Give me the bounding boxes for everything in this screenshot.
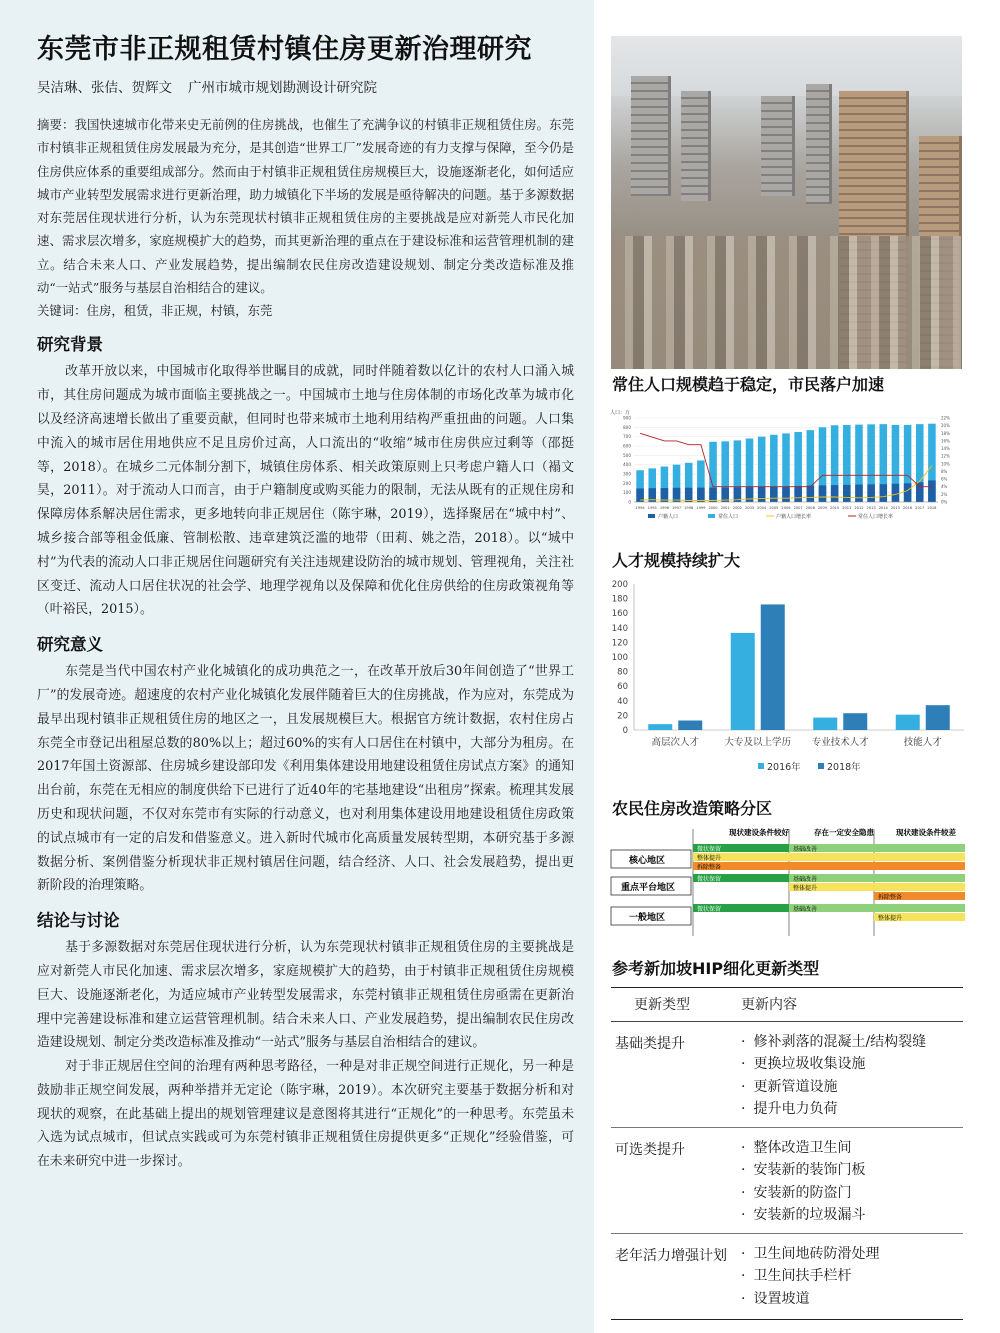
- population-y-tick: 200: [623, 480, 631, 486]
- population-x-tick: 1994: [635, 506, 645, 510]
- population-bar-huji: [880, 484, 888, 502]
- talent-bar-2018: [761, 604, 785, 730]
- population-legend-swatch: [708, 514, 715, 518]
- population-bar-huji: [746, 487, 754, 502]
- population-legend-label: 常住人口增长率: [858, 514, 894, 520]
- zone-tag: 基础改善: [793, 906, 818, 913]
- hip-item: · 更换垃圾收集设施: [741, 1053, 963, 1076]
- population-x-tick: 2009: [817, 506, 828, 510]
- population-y2-tick: 0%: [941, 499, 948, 505]
- population-y-tick: 500: [623, 452, 631, 458]
- section-significance-paragraph: 东莞是当代中国农村产业化城镇化的成功典范之一，在改革开放后30年间创造了“世界工厂”的发展奇迹。超速度的农村产业化城镇化发展伴随着巨大的住房挑战，作为应对，东莞成为最早出现村镇非正规租赁住房的地区之一，且发展规模巨大。根据官方统计数据，农村住房占东莞全市登记出租屋总数的80%以上；超过60%的实有人口居住在村镇中，大部分为租房。在2017年国土资源部、住房城乡建设部印发《利用集体建设用地建设租赁住房试点方案》的通知出台前，东莞在无相应的制度供给下已进行了近40年的宅基地建设“出租房”探索。梳理其发展历史和现状问题，不仅对东莞市有实际的行动意义，也对利用集体建设用地建设租赁住房政策的试点城市有一定的启发和借鉴意义。进入新时代城市化高质量发展转型期，本研究基于多源数据分析、案例借鉴分析现状非正规村镇居住问题，结合经济、人口、社会发展趋势，提出更新阶段的治理策略。: [37, 664, 574, 894]
- zone-strategy-diagram: [609, 824, 965, 936]
- hip-item: · 卫生间扶手栏杆: [741, 1265, 963, 1288]
- population-bar-huji: [794, 486, 802, 502]
- hip-table: [611, 987, 963, 1320]
- talent-bar-2016: [813, 718, 837, 730]
- population-chart-title: 常住人口规模趋于稳定，市民落户加速: [612, 375, 885, 394]
- talent-y-tick: 200: [611, 580, 628, 590]
- population-x-tick: 2001: [720, 506, 730, 510]
- hip-item: · 修补剥落的混凝土/结构裂缝: [741, 1031, 963, 1054]
- abstract: 摘要：我国快速城市化带来史无前例的住房挑战，也催生了充满争议的村镇非正规租赁住房。东莞市村镇非正规租赁住房发展最为充分，是其创造“世界工厂”发展奇迹的有力支撑与保障，至今仍是住房供应体系的重要组成部分。然而由于村镇非正规租赁住房规模巨大，设施逐渐老化，如何适应城市产业转型发展需求进行更新治理，助力城镇化下半场的发展是亟待解决的问题。基于多源数据对东莞居住现状进行分析，认为东莞现状村镇非正规租赁住房的主要挑战是应对新莞人市民化加速、需求层次增多，家庭规模扩大的趋势，而其更新治理的重点在于建设标准和运营管理机制的建立。结合未来人口、产业发展趋势，提出编制农民住房改造建设规划、制定分类改造标准及推动“一站式”服务与基层自治相结合的建议。: [37, 117, 574, 296]
- talent-x-tick: 高层次人才: [651, 737, 700, 748]
- zone-column-label: 存在一定安全隐患: [814, 828, 874, 837]
- zone-tag: 拆除整备: [697, 864, 722, 871]
- population-y2-tick: 2%: [941, 491, 948, 497]
- hip-item: · 提升电力负荷: [741, 1098, 963, 1121]
- hip-items: [731, 1233, 963, 1319]
- talent-y-tick: 0: [622, 726, 628, 736]
- population-bar-huji: [807, 486, 815, 502]
- population-bar-huji: [904, 483, 912, 502]
- paper-title: 东莞市非正规租赁村镇住房更新治理研究: [37, 34, 532, 65]
- population-x-tick: 2014: [878, 506, 888, 510]
- population-y2-tick: 18%: [941, 430, 950, 436]
- zone-row-label: 重点平台地区: [621, 883, 676, 893]
- talent-legend-label: 2018年: [827, 762, 861, 773]
- population-y2-tick: 6%: [941, 476, 948, 482]
- population-y2-tick: 20%: [941, 423, 950, 429]
- photo-building: [631, 76, 671, 196]
- talent-legend-label: 2016年: [767, 762, 801, 773]
- population-x-tick: 2004: [757, 506, 767, 510]
- population-y-tick: 100: [623, 490, 631, 496]
- population-y2-tick: 8%: [941, 468, 948, 474]
- population-bar-huji: [770, 487, 778, 502]
- institution: 广州市城市规划勘测设计研究院: [188, 80, 377, 96]
- talent-y-tick: 120: [611, 638, 628, 649]
- population-y-tick: 900: [623, 415, 631, 421]
- hip-item: · 设置坡道: [741, 1288, 963, 1311]
- section-conclusion-paragraph-2: 对于非正规居住空间的治理有两种思考路径，一种是对非正规空间进行正规化，另一种是鼓励非正规空间发展，两种举措并无定论（陈宇琳，2019）。本次研究主要基于数据分析和对现状的观察，在此基础上提出的规划管理建议是意图将其进行“正规化”的一种思考。东莞虽未入选为试点城市，但试点实践或可为东莞村镇非正规租赁住房提供更多“正规化”经验借鉴，可在未来研究中进一步探讨。: [37, 1059, 574, 1170]
- talent-y-tick: 100: [611, 653, 628, 663]
- population-x-tick: 1998: [684, 506, 694, 510]
- hip-item: · 安装新的防盗门: [741, 1182, 963, 1205]
- hip-header-content: 更新内容: [731, 988, 963, 1021]
- population-y2-tick: 16%: [941, 438, 950, 444]
- population-bar-huji: [867, 484, 875, 502]
- zone-column-label: 现状建设条件较差: [896, 828, 956, 837]
- zone-row-label: 核心地区: [629, 856, 666, 866]
- talent-bar-2018: [678, 721, 702, 730]
- village-aerial-photo: [611, 36, 962, 369]
- zone-tag: 基础改善: [793, 876, 818, 883]
- population-x-tick: 2006: [781, 506, 791, 510]
- keywords: 关键词：住房，租赁，非正规，村镇，东莞: [37, 303, 273, 319]
- talent-y-tick: 180: [611, 594, 628, 605]
- population-x-tick: 2002: [732, 506, 742, 510]
- population-bar-huji: [831, 485, 839, 502]
- right-column: [594, 0, 1000, 1333]
- zone-tag: 整体提升: [793, 885, 818, 892]
- talent-chart: [608, 578, 968, 778]
- zone-tag: 整体提升: [697, 855, 722, 862]
- talent-bar-2016: [648, 724, 672, 730]
- population-x-tick: 2000: [708, 506, 718, 510]
- population-bar-huji: [819, 485, 827, 502]
- population-legend-swatch: [648, 514, 655, 518]
- population-bar-huji: [916, 482, 924, 502]
- talent-bar-2016: [896, 715, 920, 730]
- population-x-tick: 2013: [866, 506, 876, 510]
- hip-category: 基础类提升: [611, 1021, 731, 1127]
- talent-legend-swatch: [818, 763, 824, 769]
- zone-column-label: 现状建设条件较好: [729, 828, 789, 837]
- talent-bar-2018: [843, 713, 867, 730]
- talent-y-tick: 140: [611, 623, 628, 634]
- hip-item: · 安装新的装饰门板: [741, 1159, 963, 1182]
- hip-item: · 卫生间地砖防滑处理: [741, 1243, 963, 1266]
- zone-diagram-title: 农民住房改造策略分区: [612, 799, 773, 818]
- population-x-tick: 2018: [927, 506, 937, 510]
- talent-y-tick: 20: [617, 711, 628, 722]
- hip-table-title: 参考新加坡HIP细化更新类型: [612, 959, 820, 978]
- hip-category: 可选类提升: [611, 1127, 731, 1233]
- zone-tag: 微状保留: [697, 846, 722, 853]
- population-bar-huji: [855, 485, 863, 502]
- table-row: [611, 1233, 963, 1319]
- population-legend-label: 常住人口: [718, 514, 739, 520]
- population-legend-label: 户籍人口增长率: [776, 514, 812, 520]
- population-x-tick: 2005: [769, 506, 779, 510]
- hip-item: · 安装新的垃圾漏斗: [741, 1204, 963, 1227]
- section-heading-conclusion: 结论与讨论: [37, 911, 120, 931]
- talent-y-tick: 160: [611, 609, 628, 620]
- talent-legend-swatch: [758, 763, 764, 769]
- photo-village-roofs: [611, 236, 962, 369]
- section-background-paragraph: 改革开放以来，中国城市化取得举世瞩目的成就，同时伴随着数以亿计的农村人口涌入城市，其住房问题成为城市面临主要挑战之一。中国城市土地与住房体制的市场化改革为城市化以及经济高速增长做出了重要贡献，但同时也带来城市土地利用结构严重扭曲的问题。人口集中流入的城市居住用地供应不足且房价过高，人口流出的“收缩”城市住房供应过剩等（邵挺等，2018）。在城乡二元体制分割下，城镇住房体系、相关政策原则上只考虑户籍人口（褟文昊，2011）。对于流动人口而言，由于户籍制度或购买能力的限制，无法从既有的正规住房和保障房体系解决居住需求，更多地转向非正规居住（陈宇琳，2019），选择聚居在“城中村”、城乡接合部等租金低廉、管制松散、违章建筑泛滥的地带（田莉、姚之浩，2018）。以“城中村”为代表的流动人口非正规居住问题研究有关注违规建设防治的城市规划、管理视角，关注社区变迁、流动人口居住状况的社会学、地理学视角以及保障和优化住房供给的住房政策视角等（叶裕民，2015）。: [37, 364, 574, 618]
- table-row: [611, 1021, 963, 1127]
- population-y2-tick: 10%: [941, 461, 950, 467]
- population-bar-huji: [928, 480, 936, 502]
- population-y-tick: 800: [623, 424, 631, 430]
- hip-category: 老年活力增强计划: [615, 1247, 727, 1264]
- population-x-tick: 2017: [915, 506, 925, 510]
- population-x-tick: 2003: [744, 506, 755, 510]
- talent-bar-2016: [731, 633, 755, 730]
- population-y-axis-label: 人口：万: [610, 410, 631, 416]
- photo-building: [681, 91, 711, 201]
- population-y-tick: 0: [628, 499, 631, 505]
- population-x-tick: 2012: [854, 506, 864, 510]
- population-y-tick: 600: [623, 443, 631, 449]
- population-y2-tick: 14%: [941, 446, 950, 452]
- zone-tag: 微状保留: [697, 906, 722, 913]
- population-bar-huji: [758, 487, 766, 502]
- author-line: [37, 77, 574, 99]
- talent-y-tick: 40: [617, 696, 628, 707]
- population-y2-tick: 22%: [941, 415, 950, 421]
- photo-building: [806, 84, 832, 204]
- population-bar-huji: [843, 485, 851, 502]
- population-x-tick: 2010: [830, 506, 840, 510]
- population-bar-huji: [709, 488, 717, 502]
- population-x-tick: 2016: [903, 506, 913, 510]
- population-y2-tick: 12%: [941, 453, 950, 459]
- zone-tag: 整体提升: [878, 915, 903, 922]
- population-x-tick: 2007: [793, 506, 803, 510]
- population-bar-huji: [697, 488, 705, 502]
- population-x-tick: 2008: [805, 506, 815, 510]
- zone-tag: 拆除整备: [878, 894, 903, 901]
- hip-item: · 整体改造卫生间: [741, 1137, 963, 1160]
- population-x-tick: 2015: [890, 506, 901, 510]
- population-x-tick: 1999: [696, 506, 706, 510]
- hip-items: [731, 1127, 963, 1233]
- zone-tag: 基础改善: [793, 846, 818, 853]
- talent-chart-title: 人才规模持续扩大: [612, 551, 741, 570]
- section-conclusion-paragraph-1: 基于多源数据对东莞居住现状进行分析，认为东莞现状村镇非正规租赁住房的主要挑战是应对新莞人市民化加速、需求层次增多，家庭规模扩大的趋势，由于村镇非正规租赁住房规模巨大、设施逐渐老化，为适应城市产业转型发展需求，东莞村镇非正规租赁住房亟需在更新治理中完善建设标准和建立运营管理机制。结合未来人口、产业发展趋势，提出编制农民住房改造建设规划、制定分类改造标准及推动“一站式”服务与基层自治相结合的建议。: [37, 940, 574, 1051]
- zone-tag: 微状保留: [697, 876, 722, 883]
- hip-header-type: 更新类型: [611, 988, 731, 1021]
- zone-band: [693, 862, 965, 870]
- population-y2-tick: 4%: [941, 484, 948, 490]
- zone-band: [693, 853, 965, 861]
- hip-items: [731, 1021, 963, 1127]
- talent-y-tick: 60: [617, 682, 628, 693]
- population-chart: [608, 406, 964, 534]
- talent-y-tick: 80: [617, 667, 628, 678]
- hip-item: · 更新管道设施: [741, 1076, 963, 1099]
- population-bar-huji: [782, 486, 790, 502]
- authors: 吴洁琳、张佶、贺辉文: [37, 80, 172, 96]
- table-row: [611, 1127, 963, 1233]
- population-y-tick: 400: [623, 462, 631, 468]
- section-heading-background: 研究背景: [37, 335, 103, 355]
- population-bar-huji: [685, 488, 693, 502]
- section-heading-significance: 研究意义: [37, 635, 103, 655]
- photo-building: [761, 96, 795, 196]
- talent-x-tick: 技能人才: [903, 737, 942, 748]
- zone-row-label: 一般地区: [629, 913, 666, 923]
- population-y-tick: 300: [623, 471, 631, 477]
- population-x-tick: 1997: [671, 506, 682, 510]
- population-x-tick: 2011: [842, 506, 852, 510]
- population-legend-label: 户籍人口: [658, 514, 679, 520]
- population-x-tick: 1995: [647, 506, 657, 510]
- talent-x-tick: 大专及以上学历: [724, 737, 792, 748]
- hip-header-row: [611, 988, 963, 1021]
- population-x-tick: 1996: [659, 506, 669, 510]
- talent-x-tick: 专业技术人才: [811, 737, 869, 748]
- population-y-tick: 700: [623, 434, 631, 440]
- population-bar-huji: [892, 484, 900, 502]
- talent-bar-2018: [926, 705, 950, 730]
